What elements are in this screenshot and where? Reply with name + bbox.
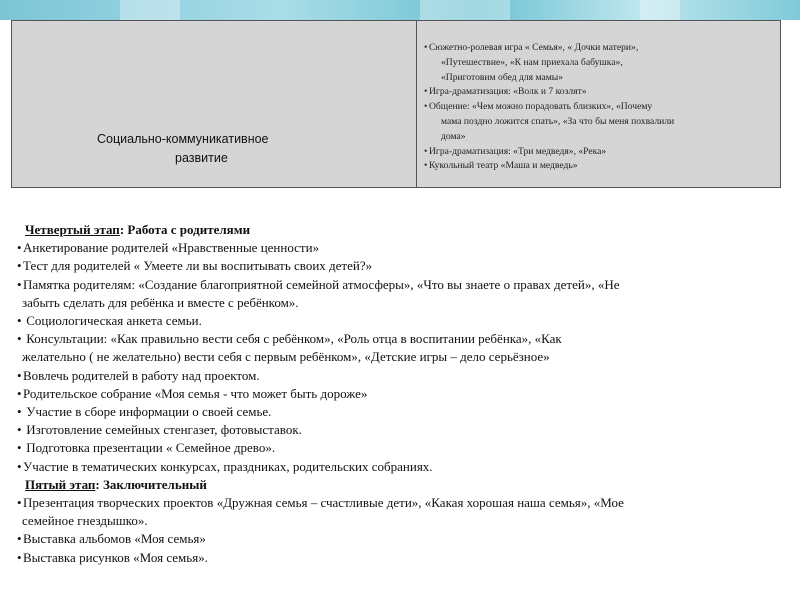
stages-text: [17, 221, 787, 567]
list-item: • Социологическая анкета семьи.: [17, 313, 202, 329]
list-item-cont: семейное гнездышко».: [22, 513, 148, 529]
area-title-line: Социально-коммуникативное: [97, 132, 269, 146]
activity-item: • Игра-драматизация: «Волк и 7 козлят»: [424, 86, 587, 98]
decor-stripe: [120, 0, 180, 20]
activity-item: • Игра-драматизация: «Три медведя», «Река»: [424, 145, 607, 157]
list-item-cont: желательно ( не желательно) вести себя с первым ребёнком», «Детские игры – дело серьёзное»: [22, 349, 550, 365]
top-decor-bar: [0, 0, 800, 20]
list-item: • Участие в сборе информации о своей семье.: [17, 404, 272, 420]
activity-item-cont: «Приготовим обед для мамы»: [441, 71, 564, 83]
list-item: •Анкетирование родителей «Нравственные ценности»: [17, 240, 320, 256]
activity-item: • Общение: «Чем можно порадовать близких», «Почему: [424, 101, 653, 113]
activity-item: • Кукольный театр «Маша и медведь»: [424, 160, 578, 172]
activity-item-cont: дома»: [441, 130, 466, 142]
list-item: •Презентация творческих проектов «Дружная семья – счастливые дети», «Какая хорошая наша семья», «Мое: [17, 495, 624, 511]
list-item: •Вовлечь родителей в работу над проектом.: [17, 367, 260, 383]
area-title: [97, 130, 337, 168]
list-item: •Участие в тематических конкурсах, праздниках, родительских собраниях.: [17, 458, 433, 474]
activities-table: [11, 20, 781, 188]
table-cell-activities: [417, 21, 780, 187]
activity-item-cont: мама поздно ложится спать», «За что бы меня похвалили: [441, 115, 675, 127]
list-item: •Родительское собрание «Моя семья - что может быть дороже»: [17, 385, 368, 401]
table-cell-area: [12, 21, 417, 187]
list-item: • Изготовление семейных стенгазет, фотовыставок.: [17, 422, 302, 438]
list-item-cont: забыть сделать для ребёнка и вместе с ребёнком».: [22, 294, 299, 310]
stage5-heading: Пятый этап: Заключительный: [25, 476, 207, 492]
list-item: •Выставка альбомов «Моя семья»: [17, 531, 206, 547]
list-item: • Консультации: «Как правильно вести себя с ребёнком», «Роль отца в воспитании ребёнка», «Как: [17, 331, 562, 347]
decor-stripe: [640, 0, 680, 20]
list-item: •Тест для родителей « Умеете ли вы воспитывать своих детей?»: [17, 258, 373, 274]
list-item: •Выставка рисунков «Моя семья».: [17, 549, 208, 565]
list-item: • Подготовка презентации « Семейное древо».: [17, 440, 276, 456]
activity-item-cont: «Путешествие», «К нам приехала бабушка»,: [441, 56, 623, 68]
activity-item: • Сюжетно-ролевая игра « Семья», « Дочки матери»,: [424, 42, 639, 53]
decor-stripe: [420, 0, 510, 20]
stage4-heading: Четвертый этап: Работа с родителями: [25, 222, 251, 237]
area-title-line: развитие: [175, 151, 228, 165]
list-item: •Памятка родителям: «Создание благоприятной семейной атмосферы», «Что вы знаете о правах детей», «Не: [17, 276, 620, 292]
